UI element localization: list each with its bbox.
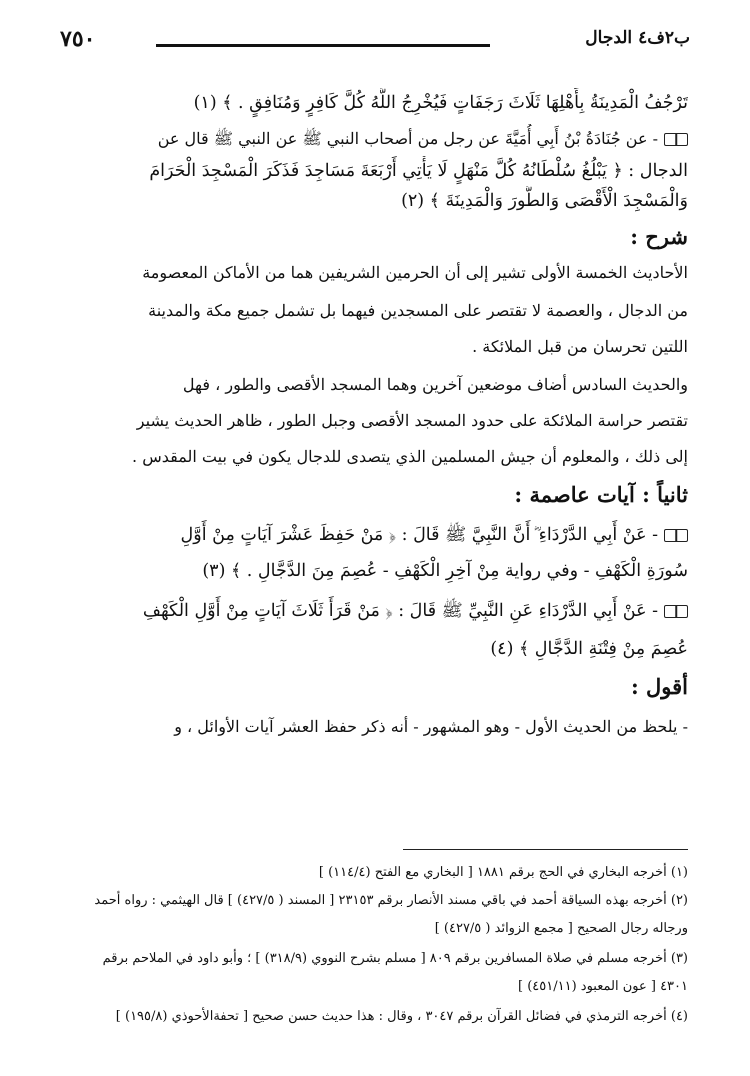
- hadith-text-line: تَرْجُفُ الْمَدِينَةُ بِأَهْلِهَا ثَلَاثَ رَجَفَاتٍ فَيُخْرِجُ اللَّهُ كُلَّ كَافِرٍ وَمُنَافِقٍ . ﴾ (١): [193, 93, 688, 113]
- book-icon: [664, 133, 688, 146]
- footnote-3: (٣) أخرجه مسلم في صلاة المسافرين برقم ٨٠٩ [ مسلم بشرح النووي (٣١٨/٩) ] ؛ وأبو داود في الملاحم برقم: [102, 951, 688, 966]
- footnote-1: (١) أخرجه البخاري في الحج برقم ١٨٨١ [ البخاري مع الفتح (١١٤/٤) ]: [318, 865, 688, 880]
- footnote-rule: [403, 849, 688, 850]
- page-number: ٧٥٠: [60, 26, 96, 52]
- hadith-text-line: وَالْمَسْجِدَ الْأَقْصَى وَالطُّورَ وَالْمَدِينَةَ ﴾ (٢): [401, 191, 688, 211]
- hadith-narration-line: - عَنْ أَبِي الدَّرْدَاءِ ؓ أَنَّ النَّبِيَّ ﷺ قَالَ : ﴿ مَنْ حَفِظَ عَشْرَ آيَاتٍ مِنْ أَوَّلِ: [62, 520, 688, 550]
- hadith-text-line: الدجال : ﴿ يَبْلُغُ سُلْطَانُهُ كُلَّ مَنْهَلٍ لَا يَأْتِي أَرْبَعَةَ مَسَاجِدَ فَذَكَرَ الْمَسْجِدَ الْحَرَامَ: [149, 161, 688, 181]
- hadith-narration-line: - عن جُنَادَةُ بْنُ أَبِي أُمَيَّةَ عن رجل من أصحاب النبي ﷺ عن النبي ﷺ قال عن: [62, 124, 688, 154]
- header-rule: [156, 44, 490, 47]
- section-heading-sharh: شرح :: [630, 224, 688, 249]
- hadith-text-line: عُصِمَ مِنْ فِتْنَةِ الدَّجَّالِ ﴾ (٤): [490, 639, 688, 659]
- section-heading-aqul: أقول :: [630, 674, 688, 699]
- page-header: [60, 26, 690, 62]
- paragraph-line: من الدجال ، والعصمة لا تقتصر على المسجدين فيهما بل تشمل جميع مكة والمدينة: [148, 301, 688, 320]
- book-icon: [664, 529, 688, 542]
- paragraph-line: إلى ذلك ، والمعلوم أن جيش المسلمين الذي يتصدى للدجال يكون في بيت المقدس .: [132, 447, 688, 466]
- paragraph-line: الأحاديث الخمسة الأولى تشير إلى أن الحرمين الشريفين هما من الأماكن المعصومة: [142, 263, 688, 282]
- footnote-2-continuation: ورجاله رجال الصحيح [ مجمع الزوائد ( ٤٢٧/٥) ]: [434, 921, 688, 936]
- paragraph-line: اللتين تحرسان من قبل الملائكة .: [472, 337, 688, 356]
- running-head: ب٢ف٤ الدجال: [585, 28, 690, 48]
- hadith-narration-line: - عَنْ أَبِي الدَّرْدَاءِ عَنِ النَّبِيِّ ﷺ قَالَ : ﴿ مَنْ قَرَأَ ثَلَاثَ آيَاتٍ مِنْ أَوَّلِ الْكَهْفِ: [62, 596, 688, 626]
- footnote-4: (٤) أخرجه الترمذي في فضائل القرآن برقم ٣٠٤٧ ، وقال : هذا حديث حسن صحيح [ تحفةالأحوذي (١٩٥/٨) ]: [115, 1009, 688, 1024]
- paragraph-line: - يلحظ من الحديث الأول - وهو المشهور - أنه ذكر حفظ العشر آيات الأوائل ، و: [174, 717, 688, 736]
- book-icon: [664, 605, 688, 618]
- paragraph-line: تقتصر حراسة الملائكة على حدود المسجد الأقصى وجبل الطور ، ظاهر الحديث يشير: [136, 411, 688, 430]
- paragraph-line: والحديث السادس أضاف موضعين آخرين وهما المسجد الأقصى والطور ، فهل: [182, 375, 688, 394]
- footnote-2: (٢) أخرجه بهذه السياقة أحمد في باقي مسند الأنصار برقم ٢٣١٥٣ [ المسند ( ٤٢٧/٥) ] قال الهيثمي : رواه أحمد: [94, 893, 688, 908]
- hadith-text-line: سُورَةِ الْكَهْفِ - وفي رواية مِنْ آخِرِ الْكَهْفِ - عُصِمَ مِنَ الدَّجَّالِ . ﴾ (٣): [202, 561, 688, 581]
- footnote-3-continuation: ٤٣٠١ [ عون المعبود (٤٥١/١١) ]: [518, 979, 688, 994]
- section-heading-ayat: ثانياً : آيات عاصمة :: [514, 482, 688, 507]
